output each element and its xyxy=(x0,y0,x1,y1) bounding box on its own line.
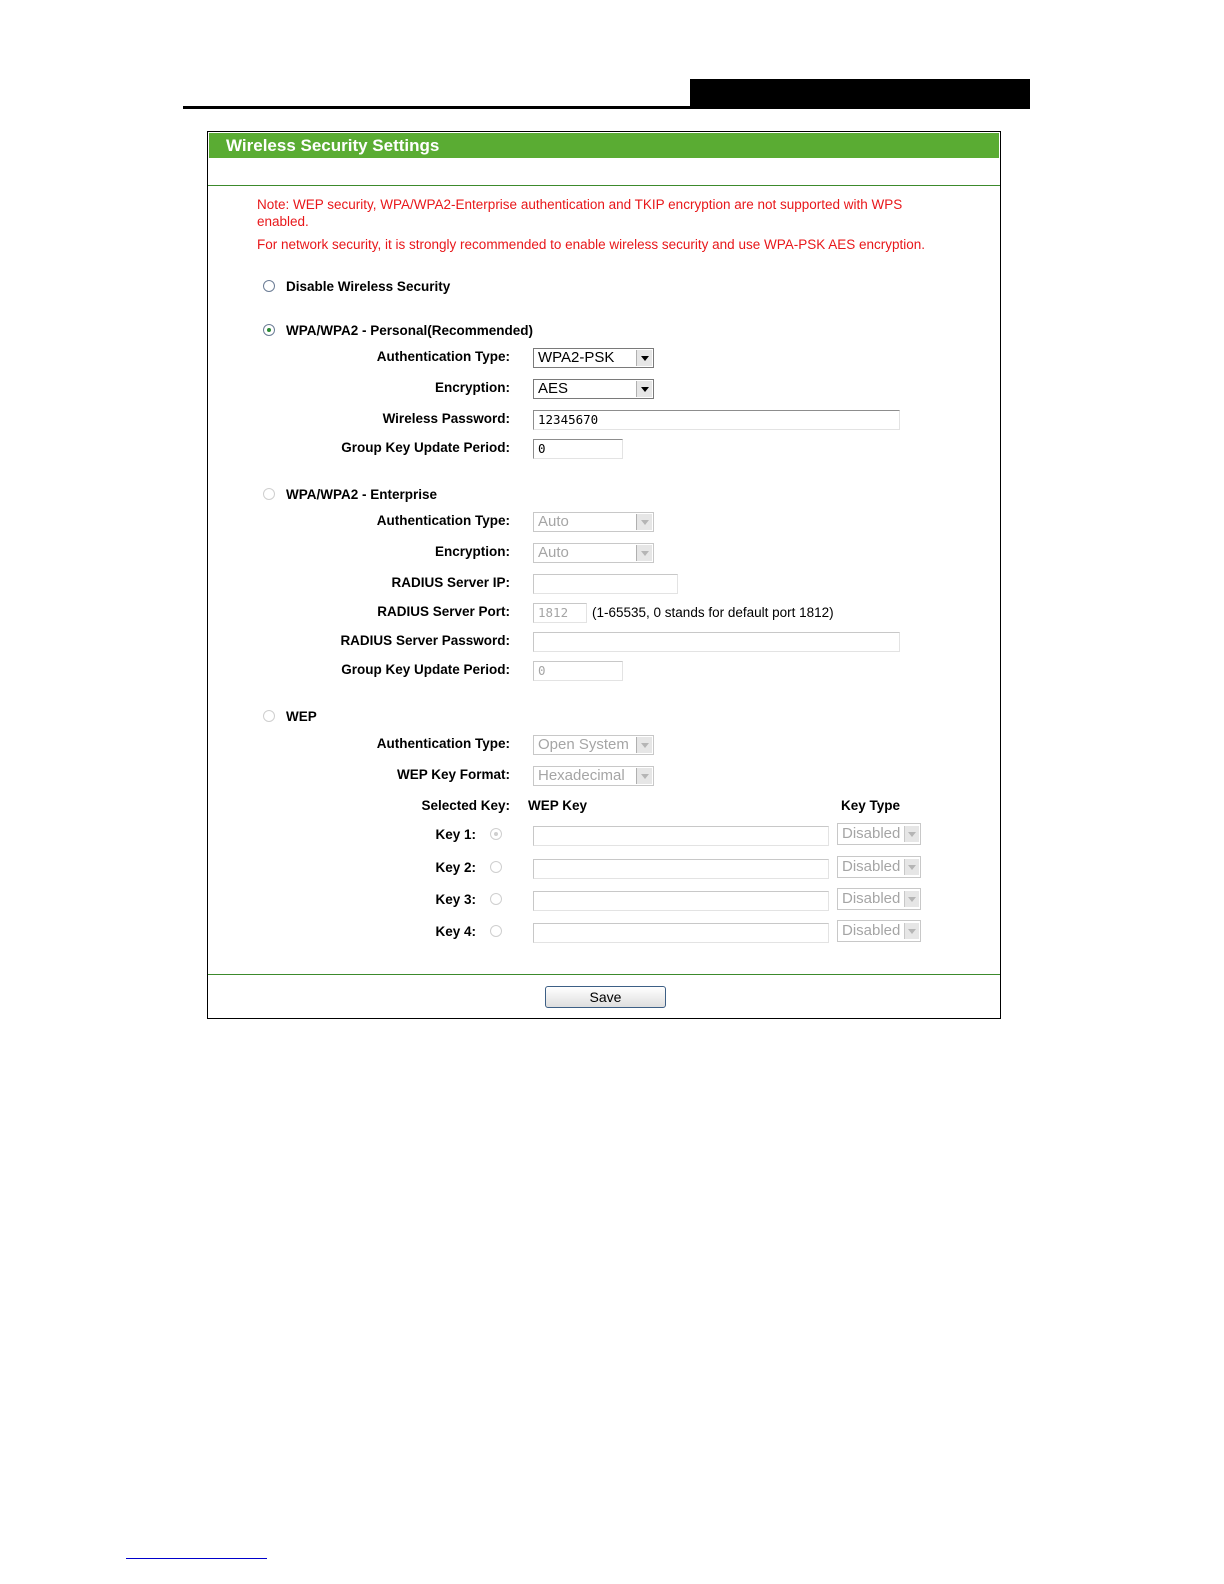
radius-port-hint: (1-65535, 0 stands for default port 1812) xyxy=(592,605,834,620)
key-2-label: Key 2: xyxy=(435,860,476,875)
enterprise-encryption-label: Encryption: xyxy=(434,544,510,559)
wireless-security-panel xyxy=(207,131,1001,1019)
document-header-tab xyxy=(690,79,1030,109)
chevron-down-icon xyxy=(636,514,652,530)
document-header-rule xyxy=(183,106,1030,109)
chevron-down-icon xyxy=(904,891,919,907)
radius-ip-label: RADIUS Server IP: xyxy=(391,575,510,590)
personal-auth-type-select[interactable]: WPA2-PSK xyxy=(533,348,654,368)
key-3-type-select[interactable]: Disabled xyxy=(837,888,921,910)
wep-label: WEP xyxy=(286,708,317,724)
security-recommendation-note: For network security, it is strongly recommended to enable wireless security and use WPA-PSK AES encryption. xyxy=(257,237,926,252)
wep-key-format-label: WEP Key Format: xyxy=(396,767,510,782)
wpa-enterprise-radio[interactable] xyxy=(263,488,275,500)
personal-group-key-label: Group Key Update Period: xyxy=(341,440,510,455)
disable-security-label: Disable Wireless Security xyxy=(286,278,451,294)
radius-password-input[interactable] xyxy=(533,632,900,652)
key-3-radio[interactable] xyxy=(490,893,502,905)
option-wpa-personal[interactable] xyxy=(263,320,533,340)
wpa-enterprise-label: WPA/WPA2 - Enterprise xyxy=(286,486,438,502)
disable-security-radio[interactable] xyxy=(263,280,275,292)
radius-port-label: RADIUS Server Port: xyxy=(377,604,510,619)
radius-password-label: RADIUS Server Password: xyxy=(340,633,510,648)
personal-group-key-input[interactable]: 0 xyxy=(533,439,623,459)
wps-note: Note: WEP security, WPA/WPA2-Enterprise authentication and TKIP encryption are not supported with WPS enabled. xyxy=(257,197,903,229)
wpa-personal-label: WPA/WPA2 - Personal(Recommended) xyxy=(286,322,534,338)
selected-key-label: Selected Key: xyxy=(421,798,510,813)
wireless-password-input[interactable]: 12345670 xyxy=(533,410,900,430)
radius-ip-input[interactable] xyxy=(533,574,678,594)
key-4-input[interactable] xyxy=(533,923,829,943)
document-footer-link-underline xyxy=(126,1558,267,1559)
panel-title: Wireless Security Settings xyxy=(209,133,999,158)
chevron-down-icon xyxy=(636,737,652,753)
enterprise-auth-type-label: Authentication Type: xyxy=(376,513,510,528)
key-3-input[interactable] xyxy=(533,891,829,911)
divider-bottom xyxy=(208,974,1000,975)
key-1-radio[interactable] xyxy=(490,828,502,840)
key-2-input[interactable] xyxy=(533,859,829,879)
chevron-down-icon xyxy=(636,545,652,561)
enterprise-group-key-input[interactable]: 0 xyxy=(533,661,623,681)
key-1-label: Key 1: xyxy=(435,827,476,842)
option-wpa-enterprise[interactable] xyxy=(263,484,437,504)
personal-encryption-label: Encryption: xyxy=(434,380,510,395)
chevron-down-icon xyxy=(904,826,919,842)
wep-radio[interactable] xyxy=(263,710,275,722)
wireless-password-label: Wireless Password: xyxy=(382,411,510,426)
key-4-radio[interactable] xyxy=(490,925,502,937)
key-1-type-select[interactable]: Disabled xyxy=(837,823,921,845)
save-button[interactable]: Save xyxy=(545,986,666,1008)
wep-key-format-select[interactable]: Hexadecimal xyxy=(533,766,654,786)
key-3-label: Key 3: xyxy=(435,892,476,907)
key-4-label: Key 4: xyxy=(435,924,476,939)
chevron-down-icon xyxy=(904,859,919,875)
key-4-type-select[interactable]: Disabled xyxy=(837,920,921,942)
enterprise-auth-type-select[interactable]: Auto xyxy=(533,512,654,532)
enterprise-group-key-label: Group Key Update Period: xyxy=(341,662,510,677)
personal-encryption-select[interactable]: AES xyxy=(533,379,654,399)
personal-auth-type-label: Authentication Type: xyxy=(376,349,510,364)
option-disable-security[interactable] xyxy=(263,276,450,296)
chevron-down-icon xyxy=(904,923,919,939)
key-type-column-header: Key Type xyxy=(841,798,901,813)
key-1-input[interactable] xyxy=(533,826,829,846)
chevron-down-icon xyxy=(636,768,652,784)
option-wep[interactable] xyxy=(263,706,317,726)
divider-top xyxy=(208,185,1000,186)
radius-port-input[interactable]: 1812 xyxy=(533,603,587,623)
enterprise-encryption-select[interactable]: Auto xyxy=(533,543,654,563)
key-2-type-select[interactable]: Disabled xyxy=(837,856,921,878)
wep-key-column-header: WEP Key xyxy=(528,798,588,813)
wep-auth-type-select[interactable]: Open System xyxy=(533,735,654,755)
wpa-personal-radio[interactable] xyxy=(263,324,275,336)
chevron-down-icon xyxy=(636,350,652,366)
key-2-radio[interactable] xyxy=(490,861,502,873)
chevron-down-icon xyxy=(636,381,652,397)
wep-auth-type-label: Authentication Type: xyxy=(376,736,510,751)
